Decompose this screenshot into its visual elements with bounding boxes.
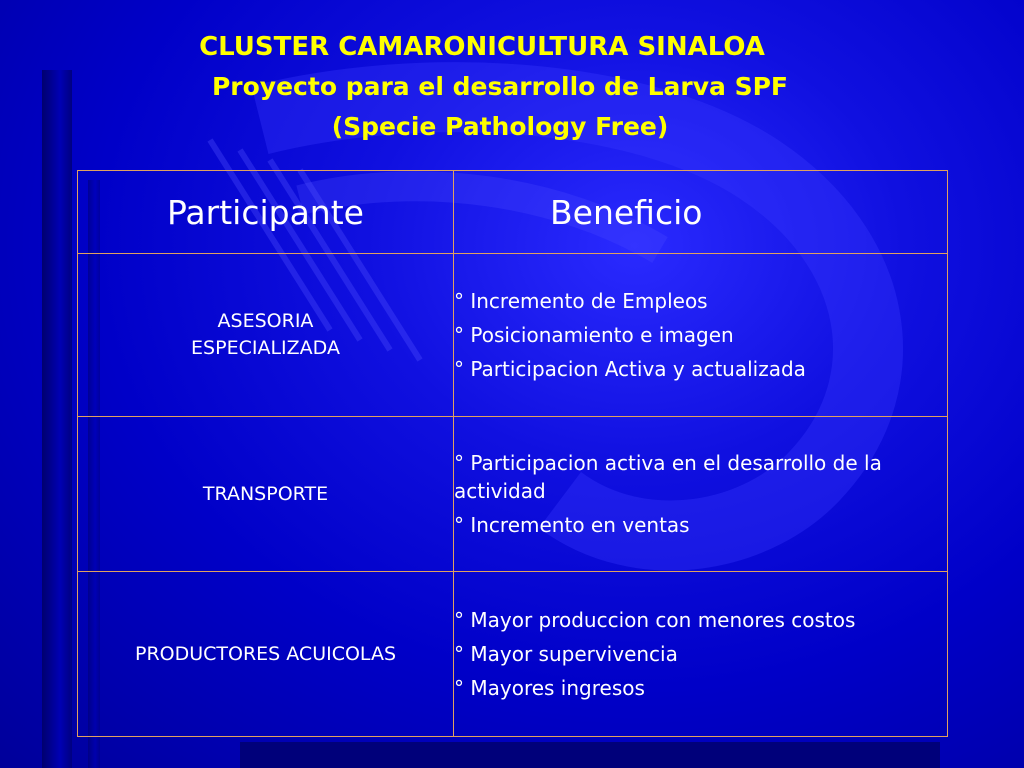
participante-label: TRANSPORTE	[202, 482, 329, 505]
slide-subtitle-note: (Specie Pathology Free)	[331, 112, 669, 141]
participante-label: ASESORIA	[217, 310, 314, 332]
participante-label: ESPECIALIZADA	[191, 337, 340, 359]
table-row	[78, 417, 948, 572]
beneficio-item: ° Mayores ingresos	[454, 676, 645, 700]
participante-cell	[78, 572, 454, 737]
header-beneficio: Beneficio	[454, 171, 948, 254]
participante-label: PRODUCTORES ACUICOLAS	[134, 642, 397, 665]
header-participante: Participante	[78, 171, 454, 254]
table-row	[78, 572, 948, 737]
slide-title: CLUSTER CAMARONICULTURA SINALOA	[199, 32, 765, 62]
benefits-table	[77, 170, 948, 737]
participante-cell	[78, 417, 454, 572]
table-header-row	[78, 171, 948, 254]
beneficio-cell	[454, 254, 948, 417]
beneficio-cell	[454, 572, 948, 737]
beneficio-cell	[454, 417, 948, 572]
beneficio-item: ° Participacion Activa y actualizada	[454, 357, 806, 381]
beneficio-item: ° Mayor produccion con menores costos	[454, 608, 856, 632]
beneficio-item: ° Mayor supervivencia	[454, 642, 678, 666]
table-row	[78, 254, 948, 417]
beneficio-item: ° Posicionamiento e imagen	[454, 323, 734, 347]
participante-cell	[78, 254, 454, 417]
beneficio-item: ° Incremento en ventas	[454, 513, 690, 537]
beneficio-item: ° Incremento de Empleos	[454, 289, 708, 313]
beneficio-item: ° Participacion activa en el desarrollo de la actividad	[454, 451, 882, 503]
slide-subtitle: Proyecto para el desarrollo de Larva SPF	[211, 72, 789, 101]
